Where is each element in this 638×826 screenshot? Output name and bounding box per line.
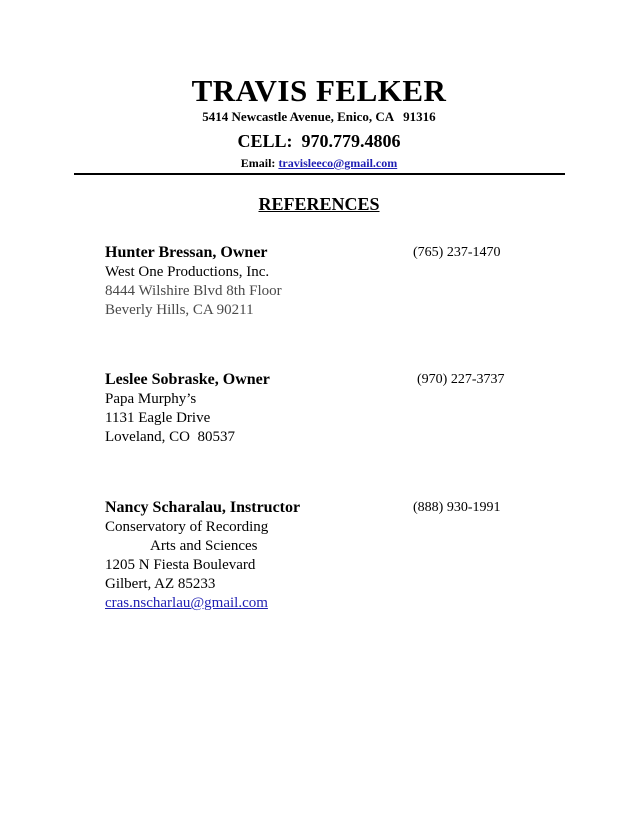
reference-company: West One Productions, Inc. [105,264,270,280]
reference-header [105,370,575,390]
candidate-name: TRAVIS FELKER [191,73,447,108]
reference-entry [105,370,575,447]
reference-entry [105,498,575,613]
reference-company-continued: Arts and Sciences [150,538,258,554]
reference-street: 8444 Wilshire Blvd 8th Floor [105,283,282,299]
candidate-email-line [0,155,638,171]
reference-phone: (765) 237-1470 [413,245,501,260]
reference-header [105,498,575,518]
reference-city: Gilbert, AZ 85233 [105,576,216,592]
email-label: Email: [240,156,279,170]
reference-city: Beverly Hills, CA 90211 [105,302,254,318]
reference-company: Papa Murphy’s [105,391,197,407]
candidate-cell: CELL: 970.779.4806 [237,131,401,151]
reference-name: Leslee Sobraske, Owner [105,371,270,388]
candidate-address: 5414 Newcastle Avenue, Enico, CA 91316 [202,109,436,124]
section-title: REFERENCES [258,194,380,214]
reference-phone: (888) 930-1991 [413,500,501,515]
header-divider [74,173,565,175]
reference-city: Loveland, CO 80537 [105,429,235,445]
reference-street: 1205 N Fiesta Boulevard [105,557,256,573]
reference-header [105,243,575,263]
reference-phone: (970) 227-3737 [417,372,505,387]
reference-name: Nancy Scharalau, Instructor [105,499,301,516]
reference-name: Hunter Bressan, Owner [105,244,268,261]
candidate-email-link[interactable]: travisleeco@gmail.com [278,156,398,170]
reference-street: 1131 Eagle Drive [105,410,211,426]
reference-entry [105,243,575,320]
reference-company: Conservatory of Recording [105,519,269,535]
reference-email-link[interactable]: cras.nscharlau@gmail.com [105,595,268,611]
